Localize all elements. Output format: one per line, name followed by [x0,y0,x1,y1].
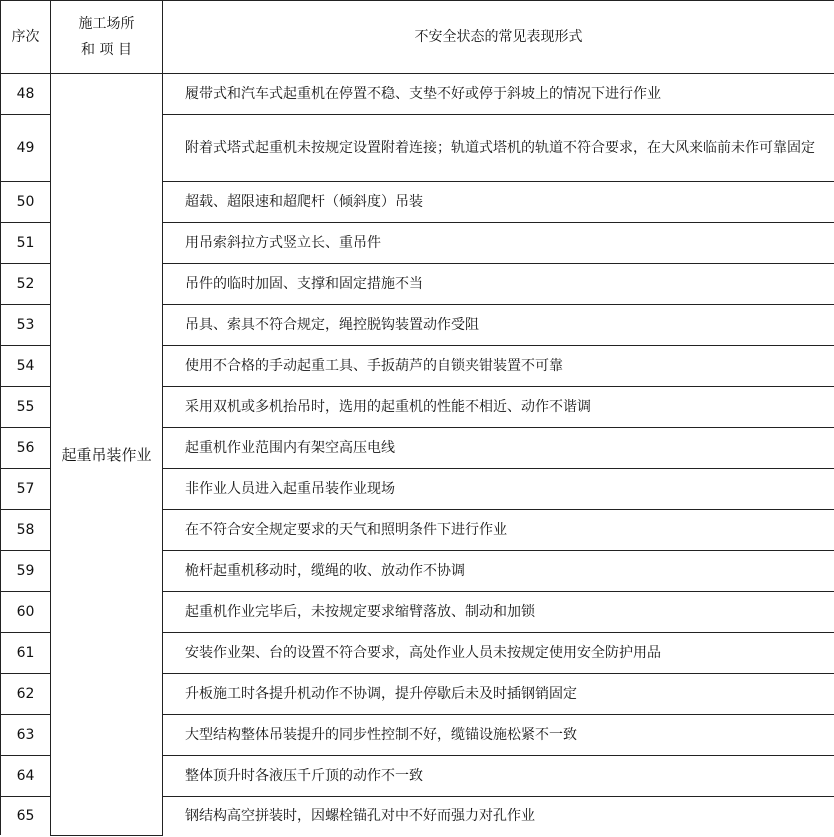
row-description: 整体顶升时各液压千斤顶的动作不一致 [163,756,834,797]
row-number: 51 [1,223,51,264]
row-description: 吊具、索具不符合规定，绳控脱钩装置动作受阻 [163,305,834,346]
header-site-line1: 施工场所 [78,16,135,32]
header-site-project [51,1,163,74]
row-number: 65 [1,797,51,836]
row-number: 59 [1,551,51,592]
row-description: 履带式和汽车式起重机在停置不稳、支垫不好或停于斜坡上的情况下进行作业 [163,74,834,115]
row-number: 52 [1,264,51,305]
row-description: 大型结构整体吊装提升的同步性控制不好，缆锚设施松紧不一致 [163,715,834,756]
row-description: 在不符合安全规定要求的天气和照明条件下进行作业 [163,510,834,551]
header-seq: 序次 [1,1,51,74]
row-description: 起重机作业完毕后，未按规定要求缩臂落放、制动和加锁 [163,592,834,633]
row-number: 58 [1,510,51,551]
category-cell: 起重吊装作业 [51,74,163,836]
row-description: 升板施工时各提升机动作不协调，提升停歇后未及时插钢销固定 [163,674,834,715]
row-number: 56 [1,428,51,469]
row-number: 61 [1,633,51,674]
row-number: 50 [1,182,51,223]
row-description: 采用双机或多机抬吊时，选用的起重机的性能不相近、动作不谐调 [163,387,834,428]
row-number: 55 [1,387,51,428]
row-number: 53 [1,305,51,346]
row-description: 起重机作业范围内有架空高压电线 [163,428,834,469]
row-number: 60 [1,592,51,633]
row-description: 吊件的临时加固、支撑和固定措施不当 [163,264,834,305]
row-description: 使用不合格的手动起重工具、手扳葫芦的自锁夹钳装置不可靠 [163,346,834,387]
row-description: 钢结构高空拼装时，因螺栓锚孔对中不好而强力对孔作业 [163,797,834,836]
row-description: 附着式塔式起重机未按规定设置附着连接；轨道式塔机的轨道不符合要求，在大风来临前未作可靠固定 [163,115,834,182]
row-number: 62 [1,674,51,715]
row-number: 48 [1,74,51,115]
row-number: 63 [1,715,51,756]
row-description: 用吊索斜拉方式竖立长、重吊件 [163,223,834,264]
row-description: 超载、超限速和超爬杆（倾斜度）吊装 [163,182,834,223]
header-site-line2: 和 项 目 [81,42,132,58]
row-description: 非作业人员进入起重吊装作业现场 [163,469,834,510]
row-description: 安装作业架、台的设置不符合要求，高处作业人员未按规定使用安全防护用品 [163,633,834,674]
row-number: 49 [1,115,51,182]
row-description: 桅杆起重机移动时，缆绳的收、放动作不协调 [163,551,834,592]
row-number: 64 [1,756,51,797]
table-row [1,74,834,115]
row-number: 57 [1,469,51,510]
row-number: 54 [1,346,51,387]
header-row [1,1,834,74]
header-description: 不安全状态的常见表现形式 [163,1,834,74]
